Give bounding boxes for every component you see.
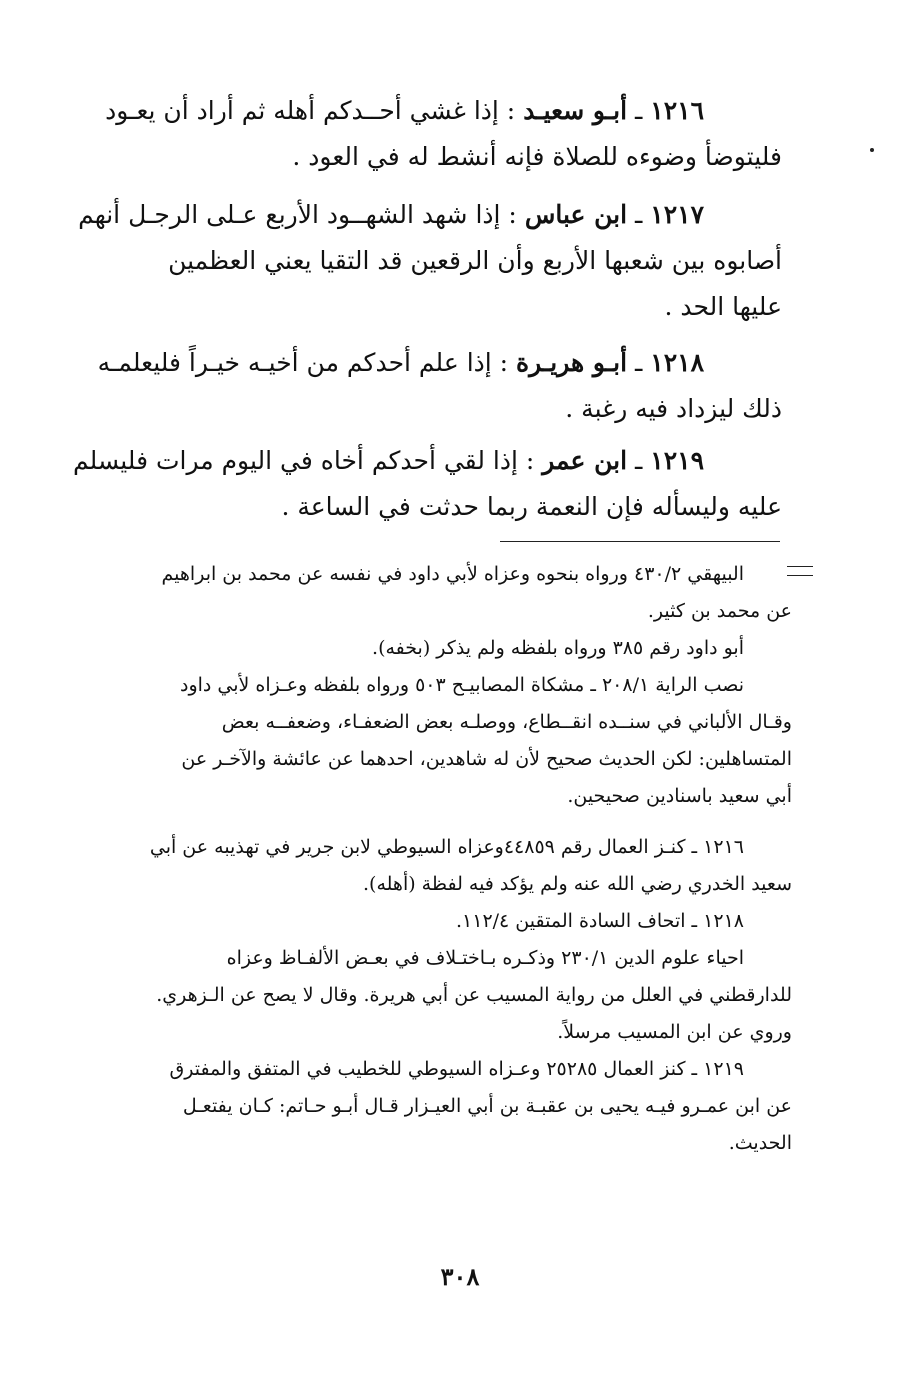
hadith-line: عليه وليسأله فإن النعمة ربما حدثت في الساعة .: [281, 492, 782, 521]
hadith-text: : إذا لقي أحدكم أخاه في اليوم مرات فليسلم: [73, 446, 535, 475]
hadith-number: ١٢١٨: [650, 348, 704, 377]
hadith-number: ١٢١٦: [650, 96, 704, 125]
hadith-line: ١٢١٨ ـ أبـو هريـرة : إذا علم أحدكم من أخيـه خيـراً فليعلمـه: [97, 348, 704, 377]
footnote-line: البيهقي ٤٣٠/٢ ورواه بنحوه وعزاه لأبي داود في نفسه عن محمد بن ابراهيم: [161, 563, 744, 585]
footnote-line: للدارقطني في العلل من رواية المسيب عن أبي هريرة. وقال لا يصح عن الـزهري.: [156, 984, 792, 1006]
page-number: ٣٠٨: [440, 1262, 480, 1291]
hadith-text: : إذا علم أحدكم من أخيـه خيـراً فليعلمـه: [97, 348, 509, 377]
footnote-line: أبي سعيد باسنادين صحيحين.: [567, 785, 792, 807]
footnote-line: ١٢١٨ ـ اتحاف السادة المتقين ١١٢/٤.: [455, 910, 744, 932]
hadith-line: عليها الحد .: [664, 292, 782, 321]
footnote-line: عن ابن عمـرو فيـه يحيى بن عقبـة بن أبي العيـزار قـال أبـو حـاتم: كـان يفتعـل: [182, 1095, 792, 1117]
footnote-line: وقـال الألباني في سنــده انقــطاع، ووصلـه بعض الضعفـاء، وضعفــه بعض: [221, 711, 792, 733]
hadith-line: أصابوه بين شعبها الأربع وأن الرقعين قد التقيا يعني العظمين: [168, 246, 782, 275]
footnote: [106, 1051, 792, 1162]
hadith-number: ١٢١٧: [650, 200, 704, 229]
margin-dot: [870, 148, 874, 152]
hadith-1219: [73, 438, 782, 530]
hadith-line: ذلك ليزداد فيه رغبة .: [565, 394, 782, 423]
hadith-1217: [78, 192, 782, 330]
footnote: [106, 903, 792, 940]
hadith-text: : إذا غشي أحــدكم أهله ثم أراد أن يعـود: [105, 96, 516, 125]
footnote: [106, 630, 792, 667]
footnote-line: أبو داود رقم ٣٨٥ ورواه بلفظه ولم يذكر (بخفه).: [372, 637, 744, 659]
hadith-line: ١٢١٦ ـ أبـو سعيـد : إذا غشي أحــدكم أهله ثم أراد أن يعـود: [105, 96, 704, 125]
footnote-line: نصب الراية ٢٠٨/١ ـ مشكاة المصابيـح ٥٠٣ ورواه بلفظه وعـزاه لأبي داود: [180, 674, 744, 696]
footnote-line: الحديث.: [728, 1132, 792, 1154]
hadith-narrator: ابن عباس: [524, 200, 628, 229]
hadith-number: ١٢١٩: [650, 446, 704, 475]
footnote-line: ١٢١٩ ـ كنز العمال ٢٥٢٨٥ وعـزاه السيوطي للخطيب في المتفق والمفترق: [169, 1058, 744, 1080]
footnote-separator: [500, 541, 780, 542]
footnote-line: وروي عن ابن المسيب مرسلاً.: [557, 1021, 792, 1043]
hadith-text: : إذا شهد الشهــود الأربع عـلى الرجـل أنهم: [78, 200, 517, 229]
footnote-line: سعيد الخدري رضي الله عنه ولم يؤكد فيه لفظة (أهله).: [363, 873, 792, 895]
footnote-line: المتساهلين: لكن الحديث صحيح لأن له شاهدين، احدهما عن عائشة والآخـر عن: [181, 748, 792, 770]
footnote: [106, 556, 792, 630]
hadith-line: ١٢١٩ ـ ابن عمر : إذا لقي أحدكم أخاه في اليوم مرات فليسلم: [73, 446, 704, 475]
hadith-1216: [106, 88, 782, 180]
footnote: [106, 940, 792, 1051]
hadith-narrator: أبـو سعيـد: [523, 96, 628, 125]
hadith-narrator: ابن عمر: [542, 446, 628, 475]
footnote-line: ١٢١٦ ـ كنـز العمال رقم ٤٤٨٥٩وعزاه السيوطي لابن جرير في تهذيبه عن أبي: [149, 836, 744, 858]
footnote-line: عن محمد بن كثير.: [647, 600, 792, 622]
footnote-line: احياء علوم الدين ٢٣٠/١ وذكـره بـاختـلاف في بعـض الألفـاظ وعزاه: [226, 947, 744, 969]
footnote: [106, 667, 792, 815]
footnotes: [106, 556, 792, 1162]
hadith-narrator: أبـو هريـرة: [516, 348, 628, 377]
hadith-line: ١٢١٧ ـ ابن عباس : إذا شهد الشهــود الأربع عـلى الرجـل أنهم: [78, 200, 704, 229]
hadith-1218: [97, 340, 782, 432]
hadith-line: فليتوضأ وضوءه للصلاة فإنه أنشط له في العود .: [292, 142, 782, 171]
footnote: [106, 829, 792, 903]
